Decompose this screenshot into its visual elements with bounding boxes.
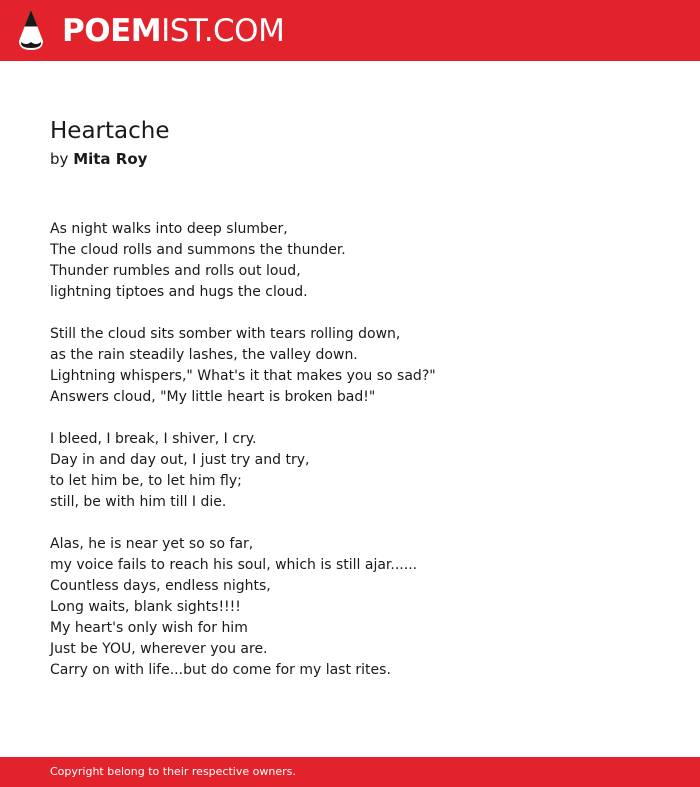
- poem-line: Long waits, blank sights!!!!: [50, 599, 241, 615]
- by-label: by: [50, 150, 69, 168]
- poem-title: Heartache: [50, 118, 170, 144]
- logo-bold-text: POEM: [62, 13, 162, 49]
- poem-line: Thunder rumbles and rolls out loud,: [50, 263, 301, 279]
- poem-line: Day in and day out, I just try and try,: [50, 452, 310, 468]
- poem-line: As night walks into deep slumber,: [50, 221, 288, 237]
- poem-line: My heart's only wish for him: [50, 620, 248, 636]
- poem-line: lightning tiptoes and hugs the cloud.: [50, 284, 308, 300]
- poem-line: Lightning whispers," What's it that makes you so sad?": [50, 368, 436, 384]
- poem-line: Alas, he is near yet so so far,: [50, 536, 254, 552]
- poem-line: Still the cloud sits somber with tears rolling down,: [50, 326, 401, 342]
- poem-line: The cloud rolls and summons the thunder.: [50, 242, 346, 258]
- poem-line: still, be with him till I die.: [50, 494, 227, 510]
- pencil-tip-icon[interactable]: [18, 9, 44, 51]
- site-footer: [0, 757, 700, 787]
- poem-line: Carry on with life...but do come for my last rites.: [50, 662, 391, 678]
- poem-stanza: [50, 219, 670, 303]
- poem-line: to let him be, to let him fly;: [50, 473, 242, 489]
- logo-light-text: IST.COM: [161, 13, 285, 49]
- byline: [50, 149, 147, 169]
- poem-stanza: [50, 324, 670, 408]
- poem-stanza: [50, 534, 670, 681]
- poem-line: I bleed, I break, I shiver, I cry.: [50, 431, 257, 447]
- poem-body: [50, 219, 670, 681]
- copyright-text: Copyright belong to their respective owners.: [50, 765, 296, 778]
- site-header: [0, 0, 700, 61]
- author-name: Mita Roy: [73, 150, 148, 168]
- poem-line: Countless days, endless nights,: [50, 578, 271, 594]
- poem-stanza: [50, 429, 670, 513]
- poem-line: Just be YOU, wherever you are.: [50, 641, 268, 657]
- poem-line: as the rain steadily lashes, the valley down.: [50, 347, 358, 363]
- site-logo[interactable]: [62, 11, 284, 51]
- poem-line: Answers cloud, "My little heart is broken bad!": [50, 389, 376, 405]
- poem-line: my voice fails to reach his soul, which is still ajar......: [50, 557, 418, 573]
